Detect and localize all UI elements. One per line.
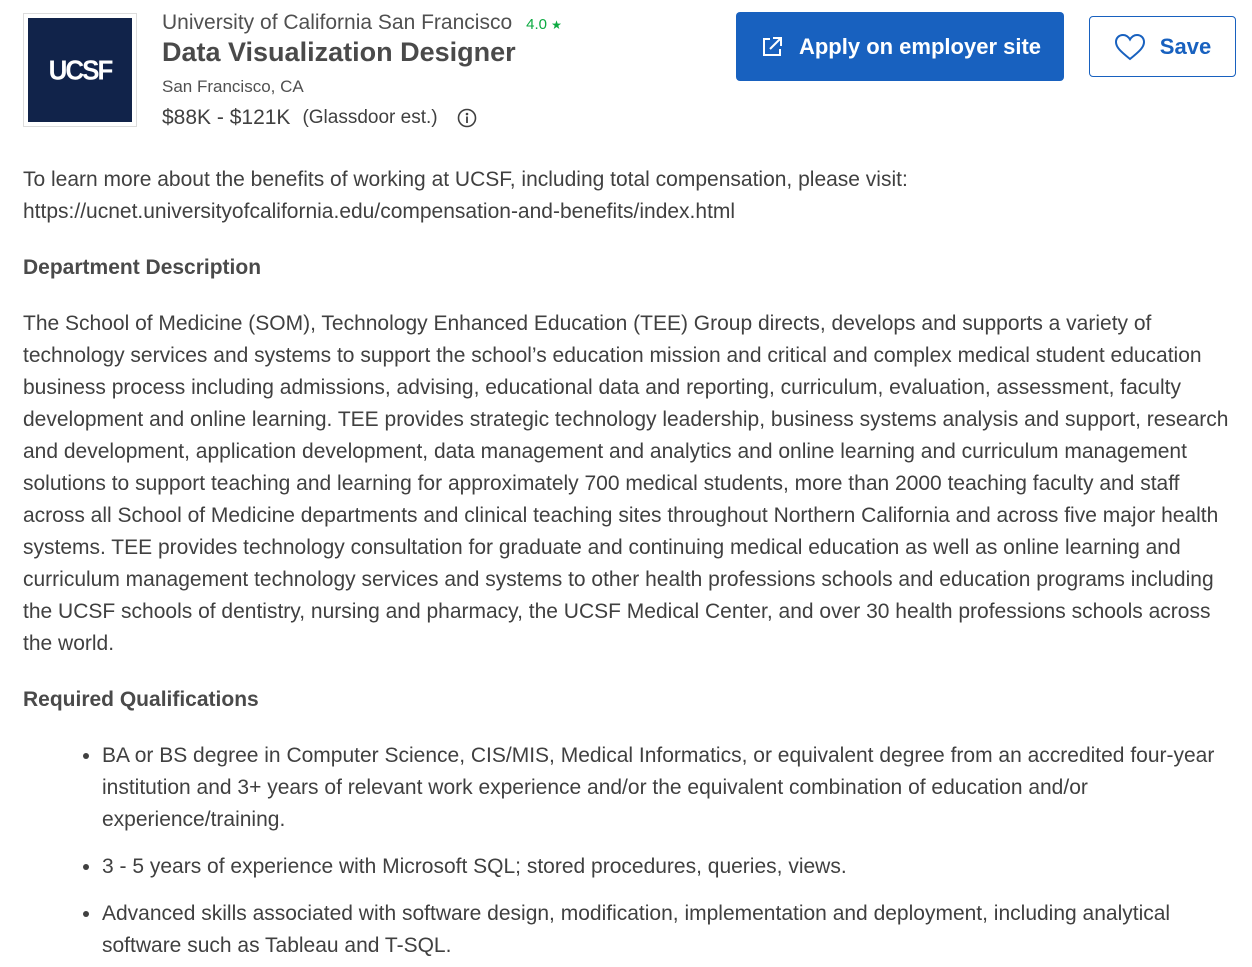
info-icon[interactable]: [456, 107, 478, 129]
salary-estimate-note: (Glassdoor est.): [302, 107, 438, 128]
star-icon: ★: [551, 18, 562, 32]
benefits-intro: To learn more about the benefits of working at UCSF, including total compensation, please visit: https://ucnet.universityofcalifornia.edu/compensation-and-benefits/index.html: [23, 168, 908, 223]
save-button[interactable]: [1089, 16, 1236, 77]
company-name[interactable]: University of California San Francisco: [162, 11, 513, 34]
company-rating: 4.0 ★: [526, 16, 562, 33]
list-item: • BA or BS degree in Computer Science, CIS/MIS, Medical Informatics, or equivalent degree from an accredited four-year institution and 3+ years of relevant work experience and/or the equivalent combination of education and/or experience/training.: [102, 740, 1238, 836]
department-description-text: The School of Medicine (SOM), Technology Enhanced Education (TEE) Group directs, develops and supports a variety of technology services and systems to support the school’s education mission and critical and complex medical student education business process including admissions, advising, educational data and reporting, curriculum, evaluation, assessment, faculty development and online learning. TEE provides strategic technology leadership, business systems analysis and support, research and development, application development, data management and analytics and online learning and curriculum management solutions to support teaching and learning for approximately 700 medical students, more than 2000 teaching faculty and staff across all School of Medicine departments and clinical teaching sites throughout Northern California and across five major health systems. TEE provides technology consultation for graduate and continuing medical education as well as online learning and curriculum management technology services and systems to other health professions schools and education programs including the UCSF schools of dentistry, nursing and pharmacy, the UCSF Medical Center, and over 30 health professions schools across the world.: [23, 312, 1229, 655]
apply-button-label: Apply on employer site: [798, 33, 1042, 59]
required-qualifications-heading: Required Qualifications: [23, 688, 259, 711]
apply-on-employer-site-button[interactable]: [736, 12, 1064, 81]
salary-line: [162, 106, 478, 130]
department-description-heading: Department Description: [23, 256, 262, 279]
company-line: [162, 11, 562, 35]
heart-icon: [1114, 33, 1146, 61]
logo-text: UCSF: [48, 53, 112, 86]
salary-range: $88K - $121K: [162, 106, 291, 129]
list-item: • Advanced skills associated with software design, modification, implementation and deployment, including analytical software such as Tableau and T-SQL.: [102, 898, 1238, 962]
save-button-label: Save: [1159, 33, 1212, 59]
qualifications-list: [23, 740, 1238, 962]
list-item: • 3 - 5 years of experience with Microsoft SQL; stored procedures, queries, views.: [102, 851, 1238, 883]
job-location: San Francisco, CA: [162, 77, 304, 96]
job-description: [23, 164, 1238, 967]
job-title: Data Visualization Designer: [162, 37, 516, 67]
company-logo[interactable]: [23, 13, 137, 127]
external-link-icon: [759, 34, 785, 60]
